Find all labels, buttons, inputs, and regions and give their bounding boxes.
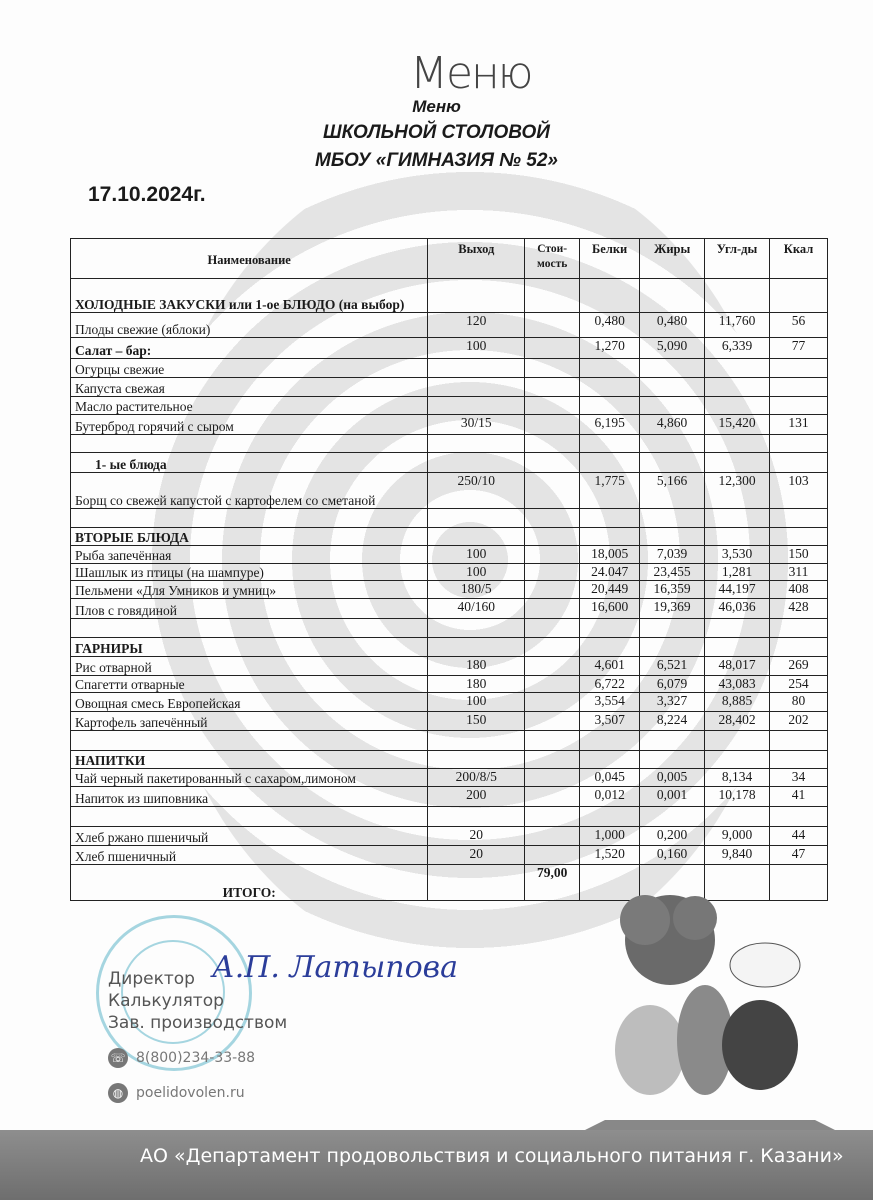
dish-carbs — [705, 638, 770, 657]
dish-protein — [580, 435, 640, 453]
menu-table — [70, 238, 828, 901]
dish-name: 1- ые блюда — [71, 453, 428, 473]
dish-cost — [525, 528, 580, 546]
dish-protein: 1,270 — [580, 338, 640, 359]
dish-fat: 5,090 — [640, 338, 705, 359]
dish-protein: 18,005 — [580, 546, 640, 564]
dish-cost — [525, 546, 580, 564]
dish-fat: 0,001 — [640, 787, 705, 807]
dish-fat: 6,079 — [640, 676, 705, 693]
dish-cost — [525, 279, 580, 313]
dish-carbs: 44,197 — [705, 581, 770, 599]
dish-cost — [525, 581, 580, 599]
dish-kcal — [770, 807, 828, 827]
dish-protein: 24.047 — [580, 564, 640, 581]
dish-cost — [525, 338, 580, 359]
table-row — [71, 693, 828, 712]
section-row — [71, 279, 828, 313]
dish-cost — [525, 313, 580, 338]
dish-name: Пельмени «Для Умников и умниц» — [71, 581, 428, 599]
dish-kcal: 269 — [770, 657, 828, 676]
dish-name: Рис отварной — [71, 657, 428, 676]
dish-output: 20 — [428, 846, 525, 865]
dish-cost — [525, 435, 580, 453]
dish-kcal: 34 — [770, 769, 828, 787]
dish-fat: 6,521 — [640, 657, 705, 676]
dish-fat — [640, 453, 705, 473]
dish-fat: 0,005 — [640, 769, 705, 787]
dish-protein — [580, 619, 640, 638]
dish-carbs — [705, 509, 770, 528]
dish-name — [71, 807, 428, 827]
table-row — [71, 581, 828, 599]
dish-cost — [525, 693, 580, 712]
table-row — [71, 378, 828, 397]
dish-kcal — [770, 279, 828, 313]
vegetable-mascots-illustration — [585, 890, 835, 1130]
dish-cost — [525, 769, 580, 787]
dish-name: Чай черный пакетированный с сахаром,лимоном — [71, 769, 428, 787]
dish-carbs — [705, 528, 770, 546]
dish-cost — [525, 638, 580, 657]
dish-name — [71, 731, 428, 751]
dish-kcal — [770, 509, 828, 528]
globe-icon: ◍ — [108, 1083, 128, 1103]
dish-protein: 1,775 — [580, 473, 640, 509]
dish-fat — [640, 528, 705, 546]
dish-kcal: 254 — [770, 676, 828, 693]
dish-cost — [525, 657, 580, 676]
dish-carbs: 43,083 — [705, 676, 770, 693]
dish-kcal: 103 — [770, 473, 828, 509]
dish-output: 250/10 — [428, 473, 525, 509]
dish-carbs — [705, 435, 770, 453]
dish-carbs: 10,178 — [705, 787, 770, 807]
dish-kcal: 150 — [770, 546, 828, 564]
dish-protein: 4,601 — [580, 657, 640, 676]
dish-carbs — [705, 619, 770, 638]
dish-cost — [525, 397, 580, 415]
dish-carbs: 46,036 — [705, 599, 770, 619]
dish-name: Хлеб пшеничный — [71, 846, 428, 865]
dish-cost — [525, 751, 580, 769]
dish-carbs — [705, 453, 770, 473]
dish-fat — [640, 397, 705, 415]
dish-output: 200/8/5 — [428, 769, 525, 787]
dish-protein — [580, 359, 640, 378]
dish-kcal: 41 — [770, 787, 828, 807]
dish-fat — [640, 378, 705, 397]
dish-cost — [525, 619, 580, 638]
dish-protein — [580, 638, 640, 657]
dish-cost — [525, 473, 580, 509]
section-row — [71, 528, 828, 546]
dish-carbs: 15,420 — [705, 415, 770, 435]
empty-row — [71, 619, 828, 638]
dish-output — [428, 435, 525, 453]
dish-cost — [525, 846, 580, 865]
dish-name: Картофель запечённый — [71, 712, 428, 731]
dish-carbs: 6,339 — [705, 338, 770, 359]
dish-kcal: 56 — [770, 313, 828, 338]
dish-protein — [580, 751, 640, 769]
dish-output: 180/5 — [428, 581, 525, 599]
phone-number: 8(800)234-33-88 — [136, 1050, 256, 1066]
calculator-label: Калькулятор — [108, 991, 224, 1011]
dish-fat — [640, 731, 705, 751]
dish-name: Плов с говядиной — [71, 599, 428, 619]
table-row — [71, 712, 828, 731]
dish-output: 30/15 — [428, 415, 525, 435]
col-kcal: Ккал — [770, 239, 828, 279]
dish-output: 150 — [428, 712, 525, 731]
dish-output: 200 — [428, 787, 525, 807]
total-cost: 79,00 — [525, 865, 580, 901]
dish-kcal: 311 — [770, 564, 828, 581]
dish-fat — [640, 751, 705, 769]
dish-carbs — [705, 731, 770, 751]
dish-cost — [525, 378, 580, 397]
dish-kcal — [770, 453, 828, 473]
dish-kcal — [770, 397, 828, 415]
dish-fat: 23,455 — [640, 564, 705, 581]
dish-carbs: 12,300 — [705, 473, 770, 509]
dish-carbs — [705, 359, 770, 378]
dish-fat — [640, 435, 705, 453]
dish-output — [428, 731, 525, 751]
phone-contact — [108, 1048, 255, 1068]
table-row — [71, 473, 828, 509]
dish-protein — [580, 807, 640, 827]
dish-output: 100 — [428, 338, 525, 359]
section-row — [71, 453, 828, 473]
dish-output — [428, 751, 525, 769]
dish-carbs: 9,000 — [705, 827, 770, 846]
dish-name: ХОЛОДНЫЕ ЗАКУСКИ или 1-ое БЛЮДО (на выбор) — [71, 279, 428, 313]
dish-cost — [525, 599, 580, 619]
dish-fat — [640, 509, 705, 528]
dish-kcal: 408 — [770, 581, 828, 599]
table-row — [71, 546, 828, 564]
col-carbs: Угл-ды — [705, 239, 770, 279]
dish-kcal — [770, 619, 828, 638]
dish-kcal — [770, 359, 828, 378]
dish-fat: 4,860 — [640, 415, 705, 435]
table-row — [71, 787, 828, 807]
col-fat: Жиры — [640, 239, 705, 279]
dish-name: Огурцы свежие — [71, 359, 428, 378]
dish-protein — [580, 397, 640, 415]
dish-output — [428, 619, 525, 638]
dish-output: 100 — [428, 546, 525, 564]
col-name: Наименование — [71, 239, 428, 279]
dish-name: Рыба запечённая — [71, 546, 428, 564]
dish-cost — [525, 453, 580, 473]
dish-cost — [525, 712, 580, 731]
dish-name: Хлеб ржано пшеничый — [71, 827, 428, 846]
empty-row — [71, 731, 828, 751]
table-row — [71, 769, 828, 787]
col-output: Выход — [428, 239, 525, 279]
dish-carbs — [705, 378, 770, 397]
dish-output — [428, 359, 525, 378]
table-header-row — [71, 239, 828, 279]
dish-fat: 0,160 — [640, 846, 705, 865]
dish-kcal: 202 — [770, 712, 828, 731]
dish-name — [71, 509, 428, 528]
dish-protein: 6,722 — [580, 676, 640, 693]
school-name: МБОУ «ГИМНАЗИЯ № 52» — [315, 150, 558, 171]
dish-cost — [525, 787, 580, 807]
menu-date: 17.10.2024г. — [88, 183, 206, 206]
dish-kcal — [770, 638, 828, 657]
dish-protein — [580, 509, 640, 528]
dish-output — [428, 528, 525, 546]
dish-output — [428, 397, 525, 415]
empty-row — [71, 509, 828, 528]
dish-fat: 3,327 — [640, 693, 705, 712]
dish-carbs: 1,281 — [705, 564, 770, 581]
dish-carbs: 8,134 — [705, 769, 770, 787]
dish-carbs — [705, 397, 770, 415]
dish-kcal — [770, 528, 828, 546]
dish-cost — [525, 807, 580, 827]
dish-fat — [640, 279, 705, 313]
website-contact — [108, 1083, 245, 1103]
dish-name: Бутерброд горячий с сыром — [71, 415, 428, 435]
table-row — [71, 846, 828, 865]
dish-protein — [580, 453, 640, 473]
dish-carbs: 8,885 — [705, 693, 770, 712]
dish-output — [428, 378, 525, 397]
dish-carbs — [705, 807, 770, 827]
table-row — [71, 827, 828, 846]
dish-fat: 16,359 — [640, 581, 705, 599]
dish-carbs: 11,760 — [705, 313, 770, 338]
col-protein: Белки — [580, 239, 640, 279]
dish-fat: 5,166 — [640, 473, 705, 509]
website-link: poelidovolen.ru — [136, 1085, 245, 1101]
dish-output: 40/160 — [428, 599, 525, 619]
dish-cost — [525, 359, 580, 378]
dish-output — [428, 807, 525, 827]
dish-name: Масло растительное — [71, 397, 428, 415]
dish-output: 120 — [428, 313, 525, 338]
col-cost: Стои-мость — [525, 239, 580, 279]
dish-carbs: 48,017 — [705, 657, 770, 676]
dish-name: Плоды свежие (яблоки) — [71, 313, 428, 338]
dish-protein: 0,012 — [580, 787, 640, 807]
table-row — [71, 359, 828, 378]
dish-carbs: 9,840 — [705, 846, 770, 865]
dish-kcal: 77 — [770, 338, 828, 359]
dish-kcal: 428 — [770, 599, 828, 619]
dish-kcal — [770, 378, 828, 397]
dish-output: 180 — [428, 657, 525, 676]
dish-carbs — [705, 751, 770, 769]
dish-name: Напиток из шиповника — [71, 787, 428, 807]
dish-output: 100 — [428, 564, 525, 581]
dish-cost — [525, 415, 580, 435]
dish-fat — [640, 619, 705, 638]
dish-protein: 6,195 — [580, 415, 640, 435]
total-output-cell — [428, 865, 525, 901]
empty-row — [71, 435, 828, 453]
phone-icon: ☏ — [108, 1048, 128, 1068]
dish-name: ВТОРЫЕ БЛЮДА — [71, 528, 428, 546]
dish-kcal: 47 — [770, 846, 828, 865]
table-row — [71, 676, 828, 693]
dish-protein — [580, 528, 640, 546]
table-row — [71, 313, 828, 338]
dish-protein: 0,045 — [580, 769, 640, 787]
menu-subtitle: ШКОЛЬНОЙ СТОЛОВОЙ — [323, 122, 550, 143]
dish-protein: 0,480 — [580, 313, 640, 338]
footer-organization: АО «Департамент продовольствия и социального питания г. Казани» — [140, 1145, 844, 1167]
dish-output — [428, 509, 525, 528]
dish-cost — [525, 827, 580, 846]
dish-name: Салат – бар: — [71, 338, 428, 359]
table-row — [71, 657, 828, 676]
total-label: ИТОГО: — [71, 865, 428, 901]
dish-name: Овощная смесь Европейская — [71, 693, 428, 712]
dish-kcal — [770, 435, 828, 453]
dish-protein: 3,507 — [580, 712, 640, 731]
table-row — [71, 564, 828, 581]
dish-kcal: 44 — [770, 827, 828, 846]
section-row — [71, 751, 828, 769]
table-row — [71, 397, 828, 415]
dish-cost — [525, 731, 580, 751]
dish-fat: 7,039 — [640, 546, 705, 564]
dish-protein: 20,449 — [580, 581, 640, 599]
dish-carbs: 28,402 — [705, 712, 770, 731]
section-row — [71, 638, 828, 657]
dish-fat — [640, 359, 705, 378]
dish-fat — [640, 807, 705, 827]
director-label: Директор — [108, 969, 195, 989]
dish-output: 100 — [428, 693, 525, 712]
dish-name: Капуста свежая — [71, 378, 428, 397]
production-label: Зав. производством — [108, 1013, 288, 1033]
table-row — [71, 599, 828, 619]
dish-fat: 0,480 — [640, 313, 705, 338]
dish-cost — [525, 564, 580, 581]
dish-output — [428, 638, 525, 657]
dish-output — [428, 453, 525, 473]
handwritten-title: Меню — [410, 48, 532, 99]
dish-kcal: 131 — [770, 415, 828, 435]
dish-name: НАПИТКИ — [71, 751, 428, 769]
dish-cost — [525, 509, 580, 528]
dish-output — [428, 279, 525, 313]
dish-kcal — [770, 731, 828, 751]
empty-row — [71, 807, 828, 827]
dish-carbs: 3,530 — [705, 546, 770, 564]
dish-output: 180 — [428, 676, 525, 693]
dish-cost — [525, 676, 580, 693]
dish-name: Шашлык из птицы (на шампуре) — [71, 564, 428, 581]
dish-protein: 3,554 — [580, 693, 640, 712]
dish-kcal — [770, 751, 828, 769]
dish-name: ГАРНИРЫ — [71, 638, 428, 657]
dish-protein: 16,600 — [580, 599, 640, 619]
dish-output: 20 — [428, 827, 525, 846]
dish-protein: 1,520 — [580, 846, 640, 865]
dish-name — [71, 435, 428, 453]
dish-fat: 0,200 — [640, 827, 705, 846]
dish-kcal: 80 — [770, 693, 828, 712]
dish-name: Спагетти отварные — [71, 676, 428, 693]
dish-protein — [580, 731, 640, 751]
dish-name — [71, 619, 428, 638]
dish-fat — [640, 638, 705, 657]
dish-fat: 8,224 — [640, 712, 705, 731]
menu-title: Меню — [412, 97, 461, 116]
dish-carbs — [705, 279, 770, 313]
dish-protein — [580, 279, 640, 313]
dish-protein: 1,000 — [580, 827, 640, 846]
handwritten-signature: А.П. Латыпова — [212, 950, 459, 985]
dish-name: Борщ со свежей капустой с картофелем со сметаной — [71, 473, 428, 509]
dish-fat: 19,369 — [640, 599, 705, 619]
dish-protein — [580, 378, 640, 397]
section-row — [71, 338, 828, 359]
table-row — [71, 415, 828, 435]
